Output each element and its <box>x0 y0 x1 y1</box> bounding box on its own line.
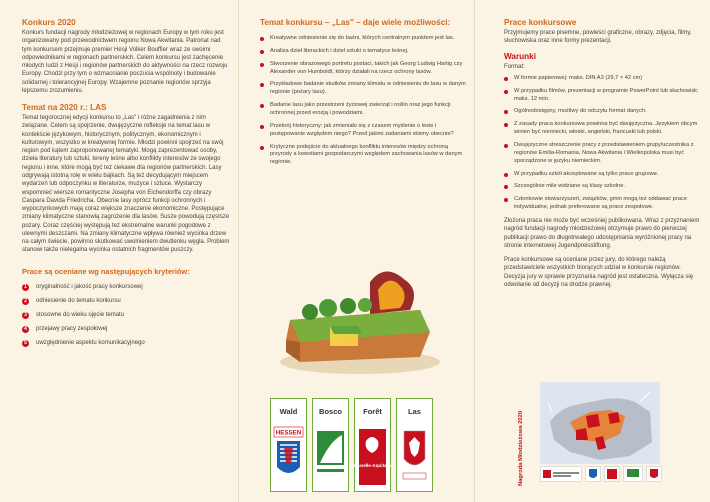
forest-cake-illustration <box>270 262 450 380</box>
tree-icon <box>302 304 318 320</box>
possibilities-list <box>260 35 466 167</box>
vertical-title: Nagroda Młodzieżowa 2020 <box>518 410 524 486</box>
list-item: Krytyczne podejście do aktualnego konfliktu interesów między ochroną przyrody a kwestiami gospodarczymi względem zachowania lasów w danym regionie. <box>270 144 466 168</box>
europe-map <box>540 382 660 464</box>
criteria-number: 5 <box>22 340 29 347</box>
konkurs-title: Konkurs 2020 <box>22 18 76 27</box>
list-item: Kreatywne odniesienie się do baśni, których centralnym punktem jest las. <box>270 35 466 43</box>
region-badges <box>270 398 433 492</box>
tree-icon <box>319 299 337 317</box>
hessen-text: HESSEN <box>275 429 302 437</box>
list-item: W formie papierowej: maks. DIN A3 (29,7 × 42 cm) <box>514 75 702 83</box>
criteria-text: przejawy pracy zespołowej <box>36 326 108 333</box>
list-item: W przypadku filmów, prezentacji w programie PowerPoint lub słuchowisk: maks. 12 min. <box>514 88 702 104</box>
badge-emilia-romagna <box>312 398 349 492</box>
criteria-text: uwzględnienie aspektu komunikacyjnego <box>36 340 145 347</box>
list-item: Przykładowe badanie skutków zmiany klimatu w odniesieniu do lasu w danym regionie (pożary lasu). <box>270 81 466 96</box>
badge-label: Forêt <box>363 407 382 416</box>
temat-title: Temat na 2020 r.: LAS <box>22 103 107 113</box>
list-item: Członkowie stowarzyszeń, związków, gmin mogą też oddawać prace indywidualne, jednak preferowane są prace zespołowe. <box>514 196 702 212</box>
criteria-item <box>22 298 230 305</box>
konkurs-text: Konkurs fundacji nagrody młodzieżowej w regionach Europy w tym roku jest organizowany pod przewodnictwem regionu Nowa Akwitania. Patronat nad tym konkursem przejmuje premier Hesji Volker Bouffier wraz ze swoimi odpowiednikami w regionach partnerskich. Celem konkursu jest zachęcenie młodych ludzi z Hesji i regionów partnerskich do aktywności na rzecz rozwoju Europy. Chodzi przy tym o wzmacnianie poczucia wspólnoty i budowanie solidarnej i tolerancyjnej Europy. Wzajemne poznanie regionów sprzyja lepszemu zrozumieniu. <box>22 30 228 94</box>
nouvelle-text: Nouvelle-Aquitaine <box>351 463 394 468</box>
criteria-item <box>22 340 230 347</box>
criteria-list <box>22 284 230 347</box>
badge-label: Bosco <box>319 407 342 416</box>
publication-text: Złożona praca nie może być wcześniej publikowana. Wraz z przyznaniem nagród fundacji nagrody młodzieżowej otrzymuje prawo do pierwszej publikacji prawo do długotrwałego udostępniania wyróżnionej pracy na stronie internetowej Jugendpreisstiftung. <box>504 217 700 249</box>
conditions-list <box>504 75 702 212</box>
list-item: Szczególnie mile widziane są klasy szkolne. <box>514 183 702 191</box>
badge-hessen <box>270 398 307 492</box>
nouvelle-aquitaine-small-logo-icon <box>604 466 620 482</box>
badge-label: Wald <box>279 407 298 416</box>
tree-icon <box>358 298 372 312</box>
criteria-text: odniesienie do tematu konkursu <box>36 298 121 305</box>
criteria-text: stosowne do wieku ujęcie tematu <box>36 312 125 319</box>
jury-text: Prace konkursowe są oceniane przez jury, do którego należą przedstawiciele wszystkich biorących udział w konkursie regionów. Decyzja jury w sprawie przyznania nagród jest ostateczna. Wyłącza się odwołanie od decyzji na drodze prawnej. <box>504 257 694 288</box>
temat-text: Temat tegorocznej edycji konkursu to „Las" i różne zagadnienia z nim związane. Celem są spojrzenie, dwujęzyczne refleksje na temat lasu w kontekście językowym, historycznym, politycznym, ekonomicznym i kulturowym, wszystko w kreatywnej formie. Młodzi powinni spojrzeć na swój region pod kątem zaproponowanej tematyki. Mogą zaprezentować osoby, dzieła literatury lub sztuki, tereny leśne albo konflikty interesów ze swojego regionu i inne, które mogą być też ciekawe dla regionów partnerskich. Lasy odgrywają istotną rolę w wielu bajkach. Są też decydującym miejscem wydarzeń lub odpoczynku w literaturze, muzyce i sztuce. Wystarczy wspomnieć wiersze romantyczne Josepha von Eichendorffa czy obrazy Caspara Davida Friedricha. Obecnie lasy oprócz funkcji ochronnych i wypoczynkowych mają coraz większe znaczenie ekonomiczne. Postępujące zmiany klimatyczne stanowią zagrożenie dla lasów. Susze powodują częstsze pożary. Coraz częściej występują też ekstremalne warunki pogodowe z ulewnymi deszczami. Na zmiany klimatyczne wpływa również wycinka drzew na całym świecie, powinno skutkować uwolnieniem dwutlenku węgla. Problem stanowi także nielegalna wycinka ostatnich fragmentów puszczy. <box>22 115 230 254</box>
list-item: Przekrój historyczny: jak zmieniało się z czasem myślenie o lesie i postępowanie względem niego? Przed jakimi zadaniami stoimy obecnie? <box>270 123 466 139</box>
criteria-number: 2 <box>22 298 29 305</box>
badge-wielkopolska <box>396 398 433 492</box>
list-item: W przypadku szkół akceptowane są tylko prace grupowe. <box>514 171 702 179</box>
hessen-small-logo-icon <box>585 466 601 482</box>
format-label: Format: <box>504 63 525 70</box>
list-item: Analiza dzieł literackich i dzieł sztuki o tematyce leśnej. <box>270 48 466 56</box>
criteria-number: 4 <box>22 326 29 333</box>
list-item: Ogólnodostępny, możliwy do odczytu format danych. <box>514 108 702 116</box>
warunki-title: Warunki <box>504 51 536 61</box>
criteria-title: Prace są oceniane wg następujących kryteriów: <box>22 266 190 276</box>
emilia-romagna-small-logo-icon <box>623 466 643 482</box>
criteria-item <box>22 284 230 291</box>
list-item: Z zasady praca konkursowa powinna być dwujęzyczna. Językiem obcym winien być niemiecki, włoski, angielski, francuski lub polski. <box>514 121 702 137</box>
list-item: Stworzenie obrazowego portretu postaci, takich jak Georg Ludwig Hartig czy Alexander von Humboldt, którzy działali na rzecz ochrony lasów. <box>270 61 466 77</box>
wielkopolska-coat-of-arms-icon <box>400 427 429 487</box>
column-left <box>0 0 238 502</box>
criteria-text: oryginalność i jakość pracy konkursowej <box>36 284 143 291</box>
criteria-item <box>22 326 230 333</box>
prace-text: Przyjmujemy prace pisemne, powieści graficzne, obrazy, zdjęcia, filmy, słuchowiska oraz inne formy prezentacji. <box>504 30 692 45</box>
badge-label: Las <box>408 407 421 416</box>
jugendpreis-logo-icon <box>540 466 582 482</box>
list-item: Dwujęzyczne streszczenie pracy z przedstawieniem grupy/uczestnika z regionów Emilia-Romania, Nowa Akwitania i Wielkopolska musi być sporządzone w języku niemieckim. <box>514 142 702 166</box>
list-item: Badanie lasu jako przestrzeni życiowej zwierząt i roślin oraz jego funkcji ochronnej przed erozją i powodziami. <box>270 102 466 118</box>
criteria-number: 1 <box>22 284 29 291</box>
cake-slice-top <box>330 326 362 334</box>
badge-nouvelle-aquitaine <box>351 398 394 492</box>
emilia-romagna-logo-icon <box>316 427 345 487</box>
hessen-coat-of-arms-icon <box>274 427 303 487</box>
middle-title: Temat konkursu – „Las" – daje wiele możliwości: <box>260 18 451 27</box>
criteria-number: 3 <box>22 312 29 319</box>
prace-title: Prace konkursowe <box>504 18 577 27</box>
criteria-item <box>22 312 230 319</box>
tree-icon <box>340 298 356 314</box>
wielkopolska-small-logo-icon <box>646 466 662 482</box>
partner-logos <box>540 466 660 482</box>
nouvelle-aquitaine-logo-icon <box>351 427 394 487</box>
